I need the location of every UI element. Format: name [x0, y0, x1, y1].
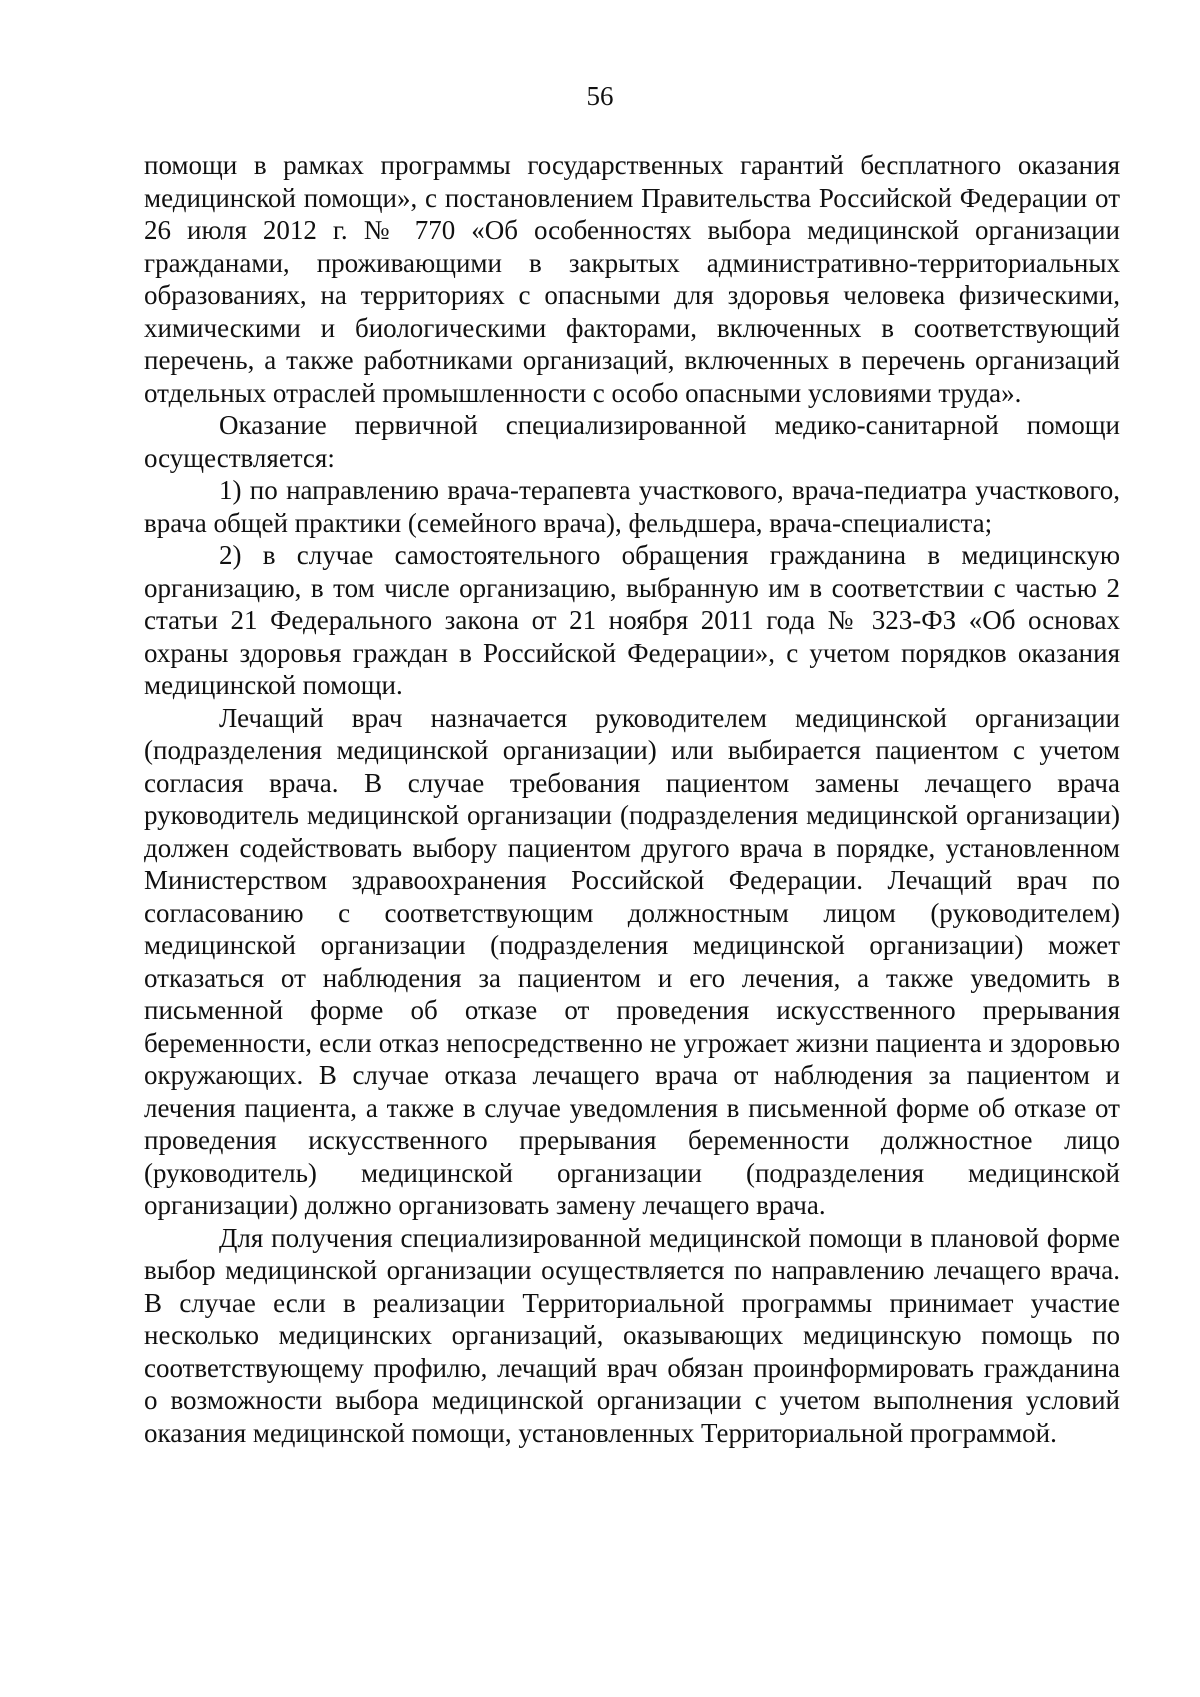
paragraph-attending-physician: Лечащий врач назначается руководителем медицинской организации (подразделения медицинской организации) или выбирается пациентом с учетом согласия врача. В случае требования пациентом замены лечащего врача руководитель медицинской организации (подразделения медицинской организации) должен содействовать выбору пациентом другого врача в порядке, установленном Министерством здравоохранения Российской Федерации. Лечащий врач по согласованию с соответствующим должностным лицом (руководителем) медицинской организации (подразделения медицинской организации) может отказаться от наблюдения за пациентом и его лечения, а также уведомить в письменной форме об отказе от проведения искусственного прерывания беременности, если отказ непосредственно не угрожает жизни пациента и здоровью окружающих. В случае отказа лечащего врача от наблюдения за пациентом и лечения пациента, а также в случае уведомления в письменной форме об отказе от проведения искусственного прерывания беременности должностное лицо (руководитель) медицинской организации (подразделения медицинской организации) должно организовать замену лечащего врача. [144, 702, 1120, 1220]
paragraph-primary-care-intro: Оказание первичной специализированной медико-санитарной помощи осуществляется: [144, 410, 1120, 473]
paragraph-item-2: 2) в случае самостоятельного обращения гражданина в медицинскую организацию, в том числе организацию, выбранную им в соответствии с частью 2 статьи 21 Федерального закона от 21 ноября 2011 года № 323-ФЗ «Об основах охраны здоровья граждан в Российской Федерации», с учетом порядков оказания медицинской помощи. [144, 540, 1120, 700]
paragraph-specialized-care: Для получения специализированной медицинской помощи в плановой форме выбор медицинской организации осуществляется по направлению лечащего врача. В случае если в реализации Территориальной программы принимает участие несколько медицинских организаций, оказывающих медицинскую помощь по соответствующему профилю, лечащий врач обязан проинформировать гражданина о возможности выбора медицинской организации с учетом выполнения условий оказания медицинской помощи, установленных Территориальной программой. [144, 1222, 1120, 1448]
document-body [144, 149, 1120, 1449]
paragraph-continuation: помощи в рамках программы государственных гарантий бесплатного оказания медицинской помощи», с постановлением Правительства Российской Федерации от 26 июля 2012 г. № 770 «Об особенностях выбора медицинской организации гражданами, проживающими в закрытых административно-территориальных образованиях, на территориях с опасными для здоровья человека физическими, химическими и биологическими факторами, включенных в соответствующий перечень, а также работниками организаций, включенных в перечень организаций отдельных отраслей промышленности с особо опасными условиями труда». [144, 150, 1120, 408]
page-number: 56 [586, 81, 614, 111]
paragraph-item-1: 1) по направлению врача-терапевта участкового, врача-педиатра участкового, врача общей практики (семейного врача), фельдшера, врача-специалиста; [144, 475, 1120, 538]
